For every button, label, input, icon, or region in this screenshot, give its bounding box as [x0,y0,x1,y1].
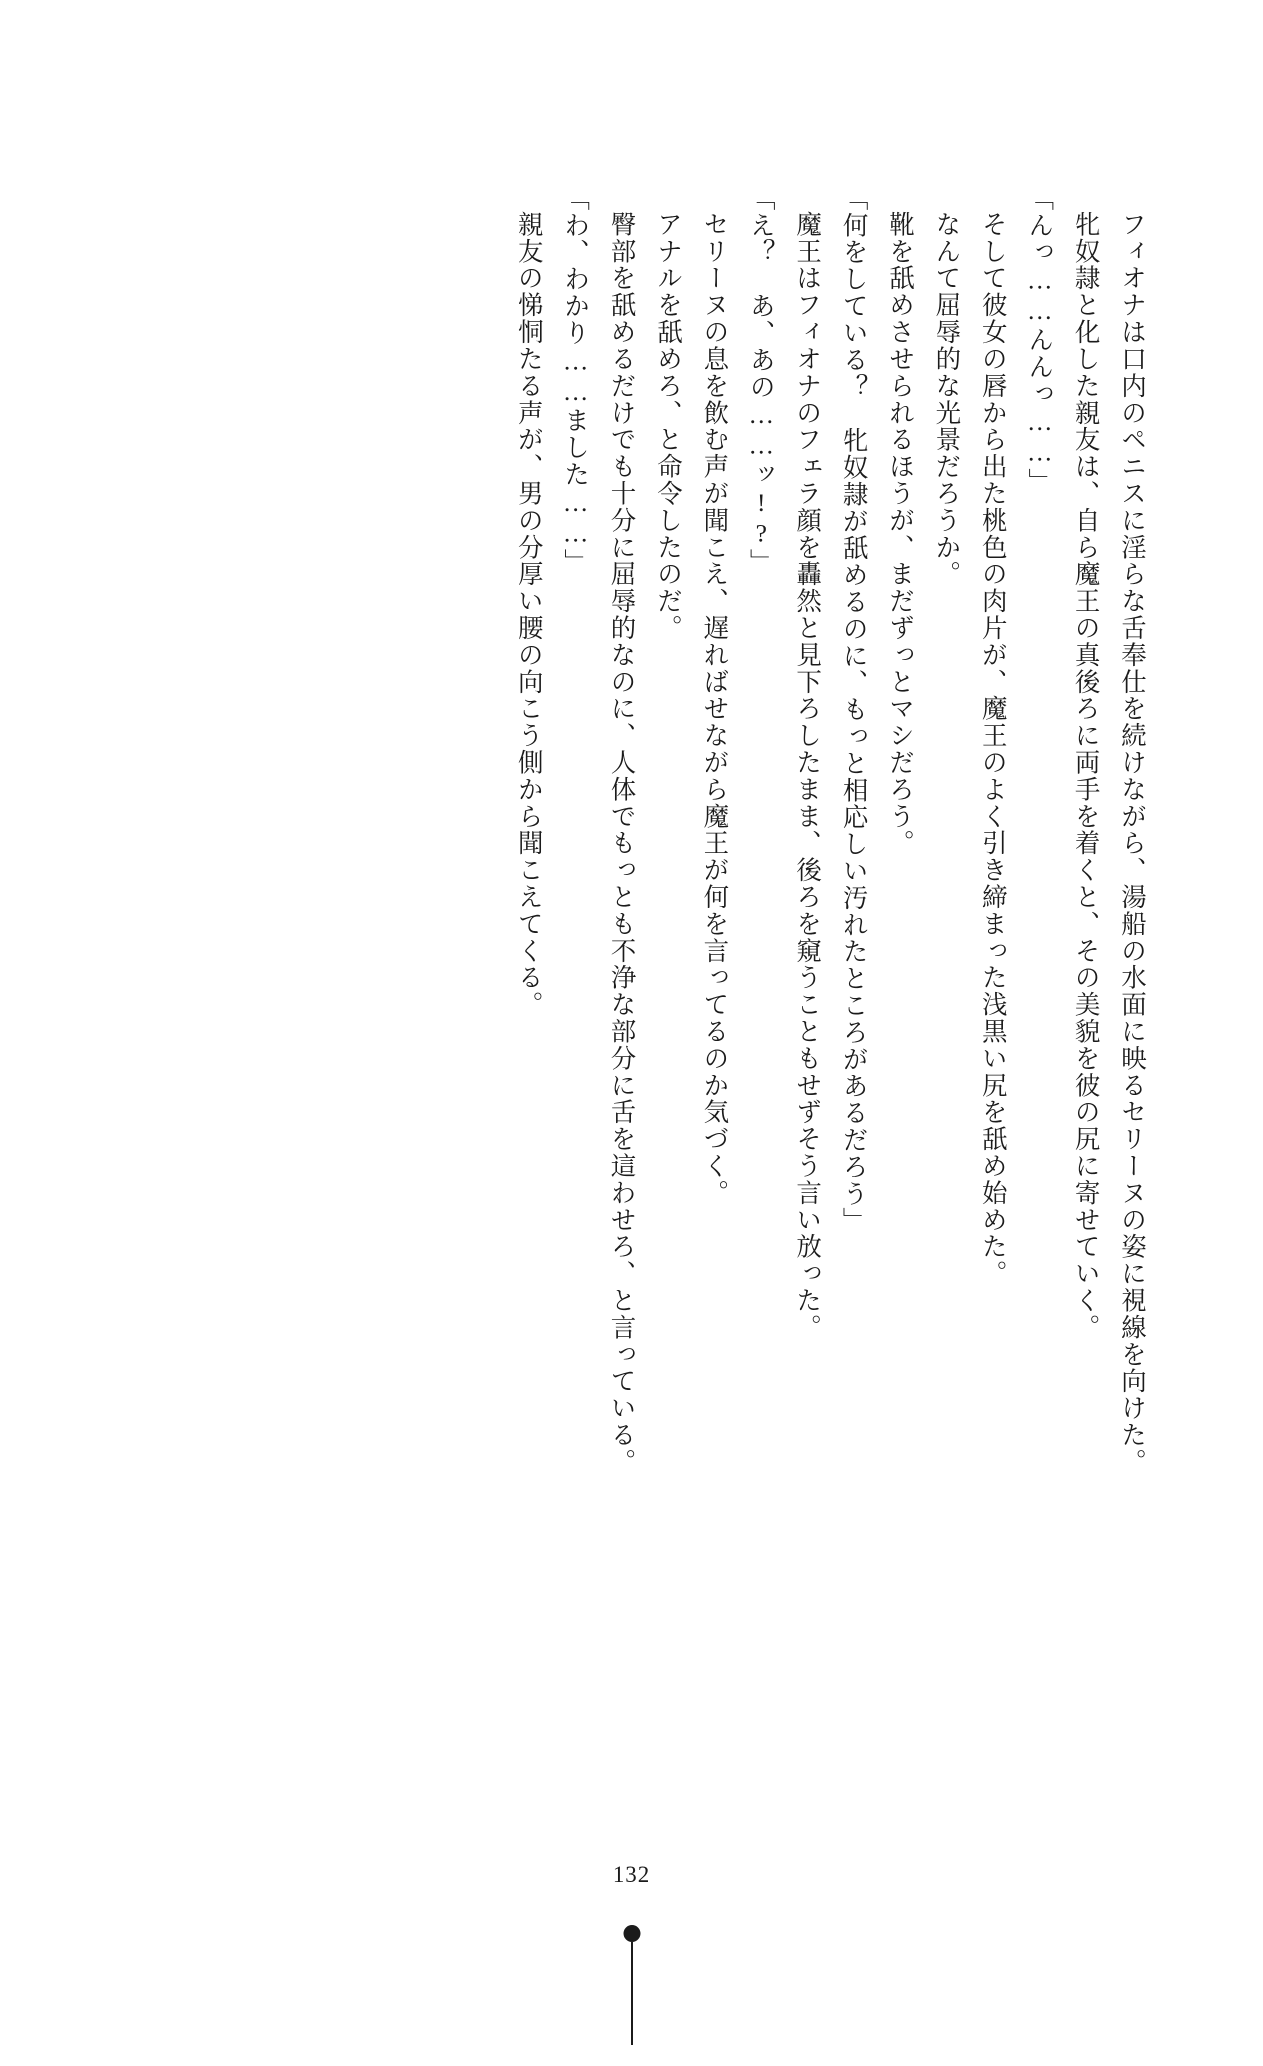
footer-decoration [612,1925,652,2045]
paragraph: 「え？ あ、あの……ッ!?」 [746,185,776,576]
paragraph: セリーヌの息を飲む声が聞こえ、遅ればせながら魔王が何を言ってるのか気づく。 [700,210,730,1206]
page-number: 132 [612,1862,651,1887]
paragraph: 「わ、わかり……ました……」 [561,185,591,576]
paragraph: 「んっ……んんっ……」 [1025,185,1055,495]
paragraph: 靴を舐めさせられるほうが、まだずっとマシだろう。 [885,210,915,857]
paragraph: アナルを舐めろ、と命令したのだ。 [653,210,683,641]
footer-dot-icon [623,1925,640,1942]
paragraph: そして彼女の唇から出た桃色の肉片が、魔王のよく引き締まった浅黒い尻を舐め始めた。 [978,210,1008,1287]
paragraph: 臀部を舐めるだけでも十分に屈辱的なのに、人体でもっとも不浄な部分に舌を這わせろ、と言っている。 [607,210,637,1475]
footer-rule [631,1942,633,2045]
paragraph: 魔王はフィオナのフェラ顔を轟然と見下ろしたまま、後ろを窺うこともせずそう言い放った。 [793,210,823,1341]
paragraph: 牝奴隷と化した親友は、自ら魔王の真後ろに両手を着くと、その美貌を彼の尻に寄せていく。 [1071,210,1101,1341]
body-text-block [365,185,1155,1485]
paragraph: なんて屈辱的な光景だろうか。 [932,210,962,588]
paragraph: 「何をしている？ 牝奴隷が舐めるのに、もっと相応しい汚れたところがあるだろう」 [839,185,869,1235]
paragraph: 親友の悌恫たる声が、男の分厚い腰の向こう側から聞こえてくる。 [514,210,544,1018]
paragraph: フィオナは口内のペニスに淫らな舌奉仕を続けながら、湯船の水面に映るセリーヌの姿に視線を向けた。 [1118,210,1147,1475]
